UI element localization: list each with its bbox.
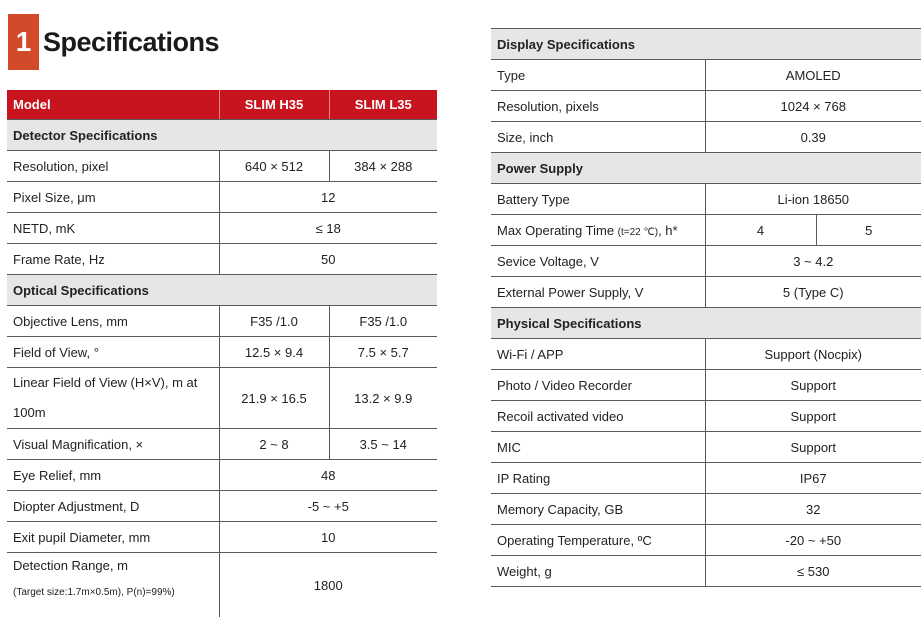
table-row — [7, 460, 437, 491]
row-label: Diopter Adjustment, D — [7, 491, 219, 522]
section-title: Display Specifications — [491, 29, 921, 60]
row-label-detection-range — [7, 553, 219, 618]
row-label: Visual Magnification, × — [7, 429, 219, 460]
table-row — [491, 246, 921, 277]
cell-value: 4 — [705, 215, 816, 246]
table-row — [491, 463, 921, 494]
row-label: Battery Type — [491, 184, 705, 215]
section-heading — [8, 14, 219, 70]
table-row — [491, 370, 921, 401]
table-row — [491, 339, 921, 370]
cell-value: ≤ 530 — [705, 556, 921, 587]
table-row — [7, 491, 437, 522]
row-label: Memory Capacity, GB — [491, 494, 705, 525]
row-label: Weight, g — [491, 556, 705, 587]
row-label: MIC — [491, 432, 705, 463]
row-label: IP Rating — [491, 463, 705, 494]
cell-value: 48 — [219, 460, 437, 491]
cell-value: 50 — [219, 244, 437, 275]
table-row — [491, 60, 921, 91]
section-title: Physical Specifications — [491, 308, 921, 339]
cell-value: 13.2 × 9.9 — [329, 368, 437, 429]
row-label: Resolution, pixels — [491, 91, 705, 122]
row-label: Max Operating Time — [497, 222, 618, 238]
row-label: Photo / Video Recorder — [491, 370, 705, 401]
table-row — [491, 494, 921, 525]
row-label: NETD, mK — [7, 213, 219, 244]
row-label: Wi-Fi / APP — [491, 339, 705, 370]
row-label: Size, inch — [491, 122, 705, 153]
table-row — [7, 553, 437, 618]
header-slim-h35: SLIM H35 — [219, 90, 329, 120]
section-title: Optical Specifications — [7, 275, 437, 306]
cell-value: AMOLED — [705, 60, 921, 91]
table-row — [7, 244, 437, 275]
row-label: Exit pupil Diameter, mm — [7, 522, 219, 553]
cell-value: 3.5 ~ 14 — [329, 429, 437, 460]
model-spec-table — [7, 90, 437, 617]
row-label: Detection Range, m — [13, 558, 128, 573]
row-label: Operating Temperature, ºC — [491, 525, 705, 556]
table-row — [7, 213, 437, 244]
table-row — [491, 184, 921, 215]
table-row — [491, 401, 921, 432]
header-model: Model — [7, 90, 219, 120]
table-row — [491, 215, 921, 246]
cell-value: 640 × 512 — [219, 151, 329, 182]
row-note: (Target size:1.7m×0.5m), P(n)=99%) — [13, 587, 175, 598]
row-label-max-operating-time — [491, 215, 705, 246]
cell-value: Support — [705, 401, 921, 432]
cell-value: 5 — [816, 215, 921, 246]
cell-value: 21.9 × 16.5 — [219, 368, 329, 429]
table-row — [491, 91, 921, 122]
table-row — [491, 122, 921, 153]
cell-value: 5 (Type C) — [705, 277, 921, 308]
cell-value: F35 /1.0 — [219, 306, 329, 337]
table-row — [7, 151, 437, 182]
cell-value: -20 ~ +50 — [705, 525, 921, 556]
section-title: Power Supply — [491, 153, 921, 184]
section-title: Detector Specifications — [7, 120, 437, 151]
row-label: Pixel Size, μm — [7, 182, 219, 213]
table-row — [7, 368, 437, 429]
cell-value: 12 — [219, 182, 437, 213]
cell-value: 384 × 288 — [329, 151, 437, 182]
row-label: External Power Supply, V — [491, 277, 705, 308]
table-row — [7, 429, 437, 460]
table-row — [491, 556, 921, 587]
cell-value: Li-ion 18650 — [705, 184, 921, 215]
cell-value: ≤ 18 — [219, 213, 437, 244]
row-label: Sevice Voltage, V — [491, 246, 705, 277]
row-label: Linear Field of View (H×V), m at 100m — [7, 368, 219, 429]
cell-value: F35 /1.0 — [329, 306, 437, 337]
general-spec-table — [491, 28, 921, 587]
table-row — [491, 525, 921, 556]
row-label: Resolution, pixel — [7, 151, 219, 182]
cell-value: 7.5 × 5.7 — [329, 337, 437, 368]
section-row-detector — [7, 120, 437, 151]
cell-value: 1024 × 768 — [705, 91, 921, 122]
table-header-row — [7, 90, 437, 120]
header-slim-l35: SLIM L35 — [329, 90, 437, 120]
section-row-optical — [7, 275, 437, 306]
section-row-display — [491, 29, 921, 60]
row-label: Frame Rate, Hz — [7, 244, 219, 275]
row-label: Type — [491, 60, 705, 91]
cell-value: IP67 — [705, 463, 921, 494]
page-title: Specifications — [43, 26, 220, 57]
cell-value: Support — [705, 370, 921, 401]
section-row-power — [491, 153, 921, 184]
cell-value: -5 ~ +5 — [219, 491, 437, 522]
section-row-physical — [491, 308, 921, 339]
table-row — [7, 337, 437, 368]
row-label-unit: , h* — [658, 222, 678, 238]
row-label: Objective Lens, mm — [7, 306, 219, 337]
cell-value: 10 — [219, 522, 437, 553]
row-label-temp: (t=22 ℃) — [617, 226, 659, 238]
row-label: Eye Relief, mm — [7, 460, 219, 491]
cell-value: 1800 — [219, 553, 437, 618]
table-row — [7, 522, 437, 553]
section-number-badge: 1 — [8, 14, 39, 70]
cell-value: 12.5 × 9.4 — [219, 337, 329, 368]
table-row — [7, 182, 437, 213]
table-row — [7, 306, 437, 337]
cell-value: Support (Nocpix) — [705, 339, 921, 370]
cell-value: Support — [705, 432, 921, 463]
table-row — [491, 277, 921, 308]
cell-value: 3 ~ 4.2 — [705, 246, 921, 277]
table-row — [491, 432, 921, 463]
row-label: Recoil activated video — [491, 401, 705, 432]
cell-value: 0.39 — [705, 122, 921, 153]
row-label: Field of View, ° — [7, 337, 219, 368]
cell-value: 32 — [705, 494, 921, 525]
cell-value: 2 ~ 8 — [219, 429, 329, 460]
